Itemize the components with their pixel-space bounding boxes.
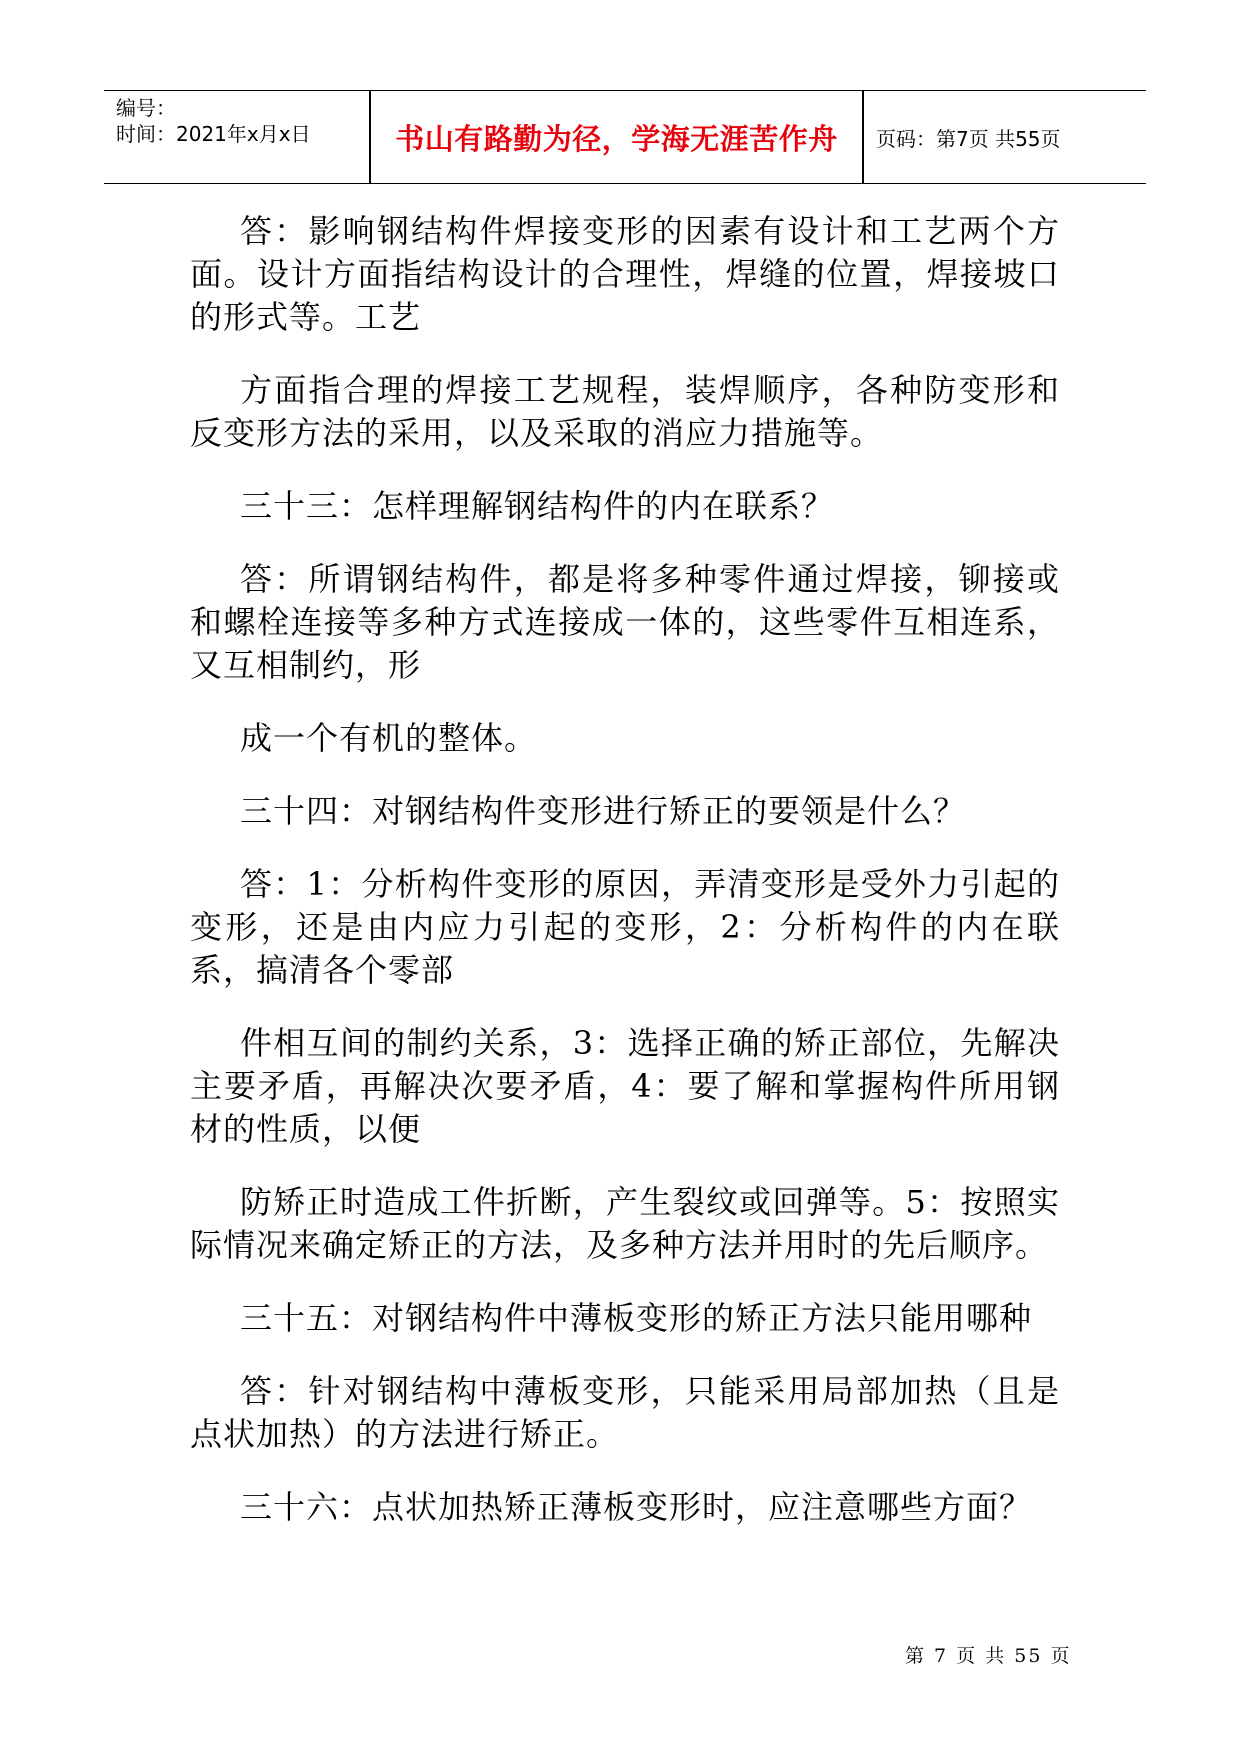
paragraph: 答：针对钢结构中薄板变形，只能采用局部加热（且是点状加热）的方法进行矫正。 — [190, 1372, 1060, 1453]
page-header — [104, 90, 1146, 184]
question-heading: 三十六：点状加热矫正薄板变形时，应注意哪些方面？ — [240, 1488, 1033, 1526]
document-body — [190, 210, 1060, 1559]
paragraph: 成一个有机的整体。 — [240, 719, 538, 757]
paragraph: 答：1：分析构件变形的原因，弄清变形是受外力引起的变形，还是由内应力引起的变形，2：分析构件的内在联系，搞清各个零部 — [190, 865, 1060, 989]
paragraph: 防矫正时造成工件折断，产生裂纹或回弹等。5：按照实际情况来确定矫正的方法，及多种方法并用时的先后顺序。 — [190, 1183, 1060, 1264]
time-label: 时间：2021年x月x日 — [116, 122, 311, 146]
question-heading: 三十五：对钢结构件中薄板变形的矫正方法只能用哪种 — [240, 1299, 1033, 1337]
header-page-info: 页码：第7页 共55页 — [876, 126, 1061, 151]
paragraph: 答：影响钢结构件焊接变形的因素有设计和工艺两个方面。设计方面指结构设计的合理性，焊缝的位置，焊接坡口的形式等。工艺 — [190, 212, 1060, 336]
paragraph: 方面指合理的焊接工艺规程，装焊顺序，各种防变形和反变形方法的采用，以及采取的消应力措施等。 — [190, 371, 1060, 452]
question-heading: 三十三：怎样理解钢结构件的内在联系？ — [240, 487, 835, 525]
question-heading: 三十四：对钢结构件变形进行矫正的要领是什么？ — [240, 792, 967, 830]
paragraph: 答：所谓钢结构件，都是将多种零件通过焊接，铆接或和螺栓连接等多种方式连接成一体的，这些零件互相连系，又互相制约，形 — [190, 560, 1060, 684]
page-footer: 第 7 页 共 55 页 — [905, 1645, 1072, 1667]
number-label: 编号： — [116, 96, 176, 120]
header-divider — [862, 91, 864, 183]
header-motto: 书山有路勤为径，学海无涯苦作舟 — [395, 121, 838, 156]
header-meta — [116, 91, 374, 183]
paragraph: 件相互间的制约关系，3：选择正确的矫正部位，先解决主要矛盾，再解决次要矛盾，4：要了解和掌握构件所用钢材的性质，以便 — [190, 1024, 1060, 1148]
